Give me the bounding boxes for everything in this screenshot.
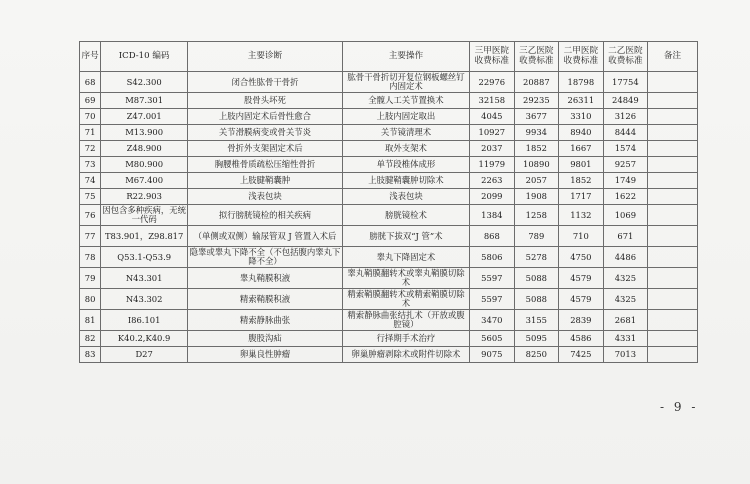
row-no: 69 <box>80 93 101 109</box>
row-note <box>648 289 698 310</box>
row-operation: 浅表包块 <box>342 189 469 205</box>
row-icd: M87.301 <box>101 93 188 109</box>
row-no: 82 <box>80 331 101 347</box>
header-fee-2a: 二甲医院收费标准 <box>559 42 604 72</box>
row-note <box>648 205 698 226</box>
row-icd: 因包含多种疾病，无统一代码 <box>102 205 187 224</box>
row-fee-2a: 1852 <box>559 173 604 189</box>
row-fee-3a: 5806 <box>470 247 515 268</box>
row-operation: 全髋人工关节置换术 <box>342 93 469 109</box>
row-no: 81 <box>80 310 101 331</box>
row-fee-2a: 9801 <box>559 157 604 173</box>
row-fee-2b: 4486 <box>603 247 648 268</box>
row-no: 80 <box>80 289 101 310</box>
row-icd: M67.400 <box>101 173 188 189</box>
header-fee-2b: 二乙医院收费标准 <box>603 42 648 72</box>
row-fee-2b: 1749 <box>603 173 648 189</box>
header-diagnosis: 主要诊断 <box>188 42 343 72</box>
page-number: - 9 - <box>660 400 699 414</box>
row-note <box>648 331 698 347</box>
row-fee-3a: 1384 <box>470 205 515 226</box>
row-fee-3b: 9934 <box>514 125 559 141</box>
row-diagnosis: 骨折外支架固定术后 <box>188 141 343 157</box>
header-no: 序号 <box>80 42 101 72</box>
row-fee-2a: 710 <box>559 226 604 247</box>
header-fee-3b: 三乙医院收费标准 <box>514 42 559 72</box>
row-note <box>648 268 698 289</box>
row-note <box>648 173 698 189</box>
row-fee-3a: 4045 <box>470 109 515 125</box>
row-fee-3b: 5088 <box>514 268 559 289</box>
row-fee-3b: 10890 <box>514 157 559 173</box>
table-row <box>80 289 698 310</box>
row-no: 71 <box>80 125 101 141</box>
row-fee-3a: 3470 <box>470 310 515 331</box>
row-fee-3a: 2037 <box>470 141 515 157</box>
row-icd: T83.901，Z98.817 <box>101 226 188 247</box>
table-row <box>80 157 698 173</box>
row-note <box>648 93 698 109</box>
row-diagnosis: 隐睾或睾丸下降不全（不包括腹内睾丸下降不全） <box>189 247 341 266</box>
row-operation: 精索静脉曲张结扎术（开放或腹腔镜） <box>342 310 469 331</box>
row-fee-2b: 17754 <box>603 72 648 93</box>
row-fee-2b: 3126 <box>603 109 648 125</box>
table-row <box>80 268 698 289</box>
row-fee-3a: 868 <box>470 226 515 247</box>
row-fee-3b: 5095 <box>514 331 559 347</box>
table-row <box>80 226 698 247</box>
row-icd: Q53.1-Q53.9 <box>101 247 188 268</box>
row-no: 68 <box>80 72 101 93</box>
row-note <box>648 310 698 331</box>
row-operation: 行择期手术治疗 <box>342 331 469 347</box>
row-diagnosis: 睾丸鞘膜积液 <box>188 268 343 289</box>
row-fee-3a: 22976 <box>470 72 515 93</box>
row-fee-3a: 32158 <box>470 93 515 109</box>
row-operation: 卵巢肿瘤剥除术或附件切除术 <box>342 347 469 363</box>
row-fee-2a: 26311 <box>559 93 604 109</box>
row-fee-3a: 5605 <box>470 331 515 347</box>
row-no: 75 <box>80 189 101 205</box>
row-fee-2b: 1069 <box>603 205 648 226</box>
row-fee-3b: 1908 <box>514 189 559 205</box>
row-icd: Z47.001 <box>101 109 188 125</box>
row-diagnosis: 闭合性肱骨干骨折 <box>188 72 343 93</box>
row-note <box>648 247 698 268</box>
row-diagnosis: （单侧或双侧）输尿管双 J 管置入术后 <box>188 226 343 247</box>
row-fee-3b: 5278 <box>514 247 559 268</box>
header-fee-3a: 三甲医院收费标准 <box>470 42 515 72</box>
row-no: 74 <box>80 173 101 189</box>
row-fee-3a: 2099 <box>470 189 515 205</box>
row-fee-3b: 3677 <box>514 109 559 125</box>
header-note: 备注 <box>648 42 698 72</box>
table-row <box>80 247 698 268</box>
table-row <box>80 189 698 205</box>
row-operation: 关节镜清理术 <box>342 125 469 141</box>
row-no: 70 <box>80 109 101 125</box>
row-fee-3a: 5597 <box>470 289 515 310</box>
row-fee-3a: 10927 <box>470 125 515 141</box>
row-diagnosis: 上肢内固定术后骨性愈合 <box>188 109 343 125</box>
row-icd: K40.2,K40.9 <box>101 331 188 347</box>
row-operation: 膀胱镜检术 <box>342 205 469 226</box>
row-fee-3a: 2263 <box>470 173 515 189</box>
row-operation: 上肢腱鞘囊肿切除术 <box>342 173 469 189</box>
row-fee-3b: 5088 <box>514 289 559 310</box>
row-fee-2a: 4586 <box>559 331 604 347</box>
row-no: 78 <box>80 247 101 268</box>
row-operation: 膀胱下拔双“J 管”术 <box>342 226 469 247</box>
row-fee-2b: 1574 <box>603 141 648 157</box>
row-fee-3b: 3155 <box>514 310 559 331</box>
row-operation: 上肢内固定取出 <box>342 109 469 125</box>
table-header-row <box>80 42 698 72</box>
row-fee-3b: 2057 <box>514 173 559 189</box>
fee-standard-table <box>79 41 698 363</box>
row-fee-3a: 11979 <box>470 157 515 173</box>
row-operation: 睾丸鞘膜翻转术或睾丸鞘膜切除术 <box>342 268 469 289</box>
header-icd: ICD-10 编码 <box>101 42 188 72</box>
row-diagnosis: 腹股沟疝 <box>188 331 343 347</box>
row-icd: I86.101 <box>101 310 188 331</box>
row-fee-2a: 7425 <box>559 347 604 363</box>
row-icd: Z48.900 <box>101 141 188 157</box>
row-fee-3b: 1852 <box>514 141 559 157</box>
row-diagnosis: 拟行膀胱镜检的相关疾病 <box>188 205 343 226</box>
row-no: 83 <box>80 347 101 363</box>
table-body <box>80 72 698 363</box>
table-row <box>80 141 698 157</box>
row-diagnosis: 精索鞘膜积液 <box>188 289 343 310</box>
row-note <box>648 189 698 205</box>
row-icd: R22.903 <box>101 189 188 205</box>
row-icd: N43.301 <box>101 268 188 289</box>
row-operation: 肱骨干骨折切开复位钢板螺丝钉内固定术 <box>342 72 469 93</box>
row-icd: M13.900 <box>101 125 188 141</box>
row-no: 72 <box>80 141 101 157</box>
row-fee-2a: 18798 <box>559 72 604 93</box>
row-fee-3a: 5597 <box>470 268 515 289</box>
row-fee-2b: 671 <box>603 226 648 247</box>
row-no: 79 <box>80 268 101 289</box>
row-fee-2b: 24849 <box>603 93 648 109</box>
row-fee-2a: 1667 <box>559 141 604 157</box>
row-fee-2a: 1132 <box>559 205 604 226</box>
row-fee-2a: 4579 <box>559 268 604 289</box>
row-operation: 精索鞘膜翻转术或精索鞘膜切除术 <box>342 289 469 310</box>
row-fee-3a: 9075 <box>470 347 515 363</box>
row-icd: M80.900 <box>101 157 188 173</box>
row-diagnosis: 胸腰椎骨质疏松压缩性骨折 <box>188 157 343 173</box>
row-fee-2a: 1717 <box>559 189 604 205</box>
row-no: 73 <box>80 157 101 173</box>
row-note <box>648 141 698 157</box>
table-row <box>80 125 698 141</box>
row-fee-3b: 20887 <box>514 72 559 93</box>
row-note <box>648 72 698 93</box>
table-row <box>80 173 698 189</box>
row-icd: S42.300 <box>101 72 188 93</box>
row-icd: D27 <box>101 347 188 363</box>
table-row <box>80 109 698 125</box>
table-row <box>80 347 698 363</box>
table-row <box>80 310 698 331</box>
row-fee-2b: 7013 <box>603 347 648 363</box>
row-fee-2b: 8444 <box>603 125 648 141</box>
row-fee-2a: 4750 <box>559 247 604 268</box>
header-operation: 主要操作 <box>342 42 469 72</box>
row-diagnosis: 卵巢良性肿瘤 <box>188 347 343 363</box>
row-fee-2a: 8940 <box>559 125 604 141</box>
row-diagnosis: 股骨头坏死 <box>188 93 343 109</box>
row-diagnosis: 关节滑膜病变或骨关节炎 <box>188 125 343 141</box>
row-diagnosis: 上肢腱鞘囊肿 <box>188 173 343 189</box>
row-operation: 睾丸下降固定术 <box>342 247 469 268</box>
row-note <box>648 157 698 173</box>
table-row <box>80 93 698 109</box>
table-row <box>80 72 698 93</box>
row-fee-2b: 9257 <box>603 157 648 173</box>
row-fee-3b: 789 <box>514 226 559 247</box>
row-note <box>648 226 698 247</box>
row-fee-2b: 4331 <box>603 331 648 347</box>
row-note <box>648 347 698 363</box>
row-fee-2a: 2839 <box>559 310 604 331</box>
table-row <box>80 331 698 347</box>
row-operation: 单节段椎体成形 <box>342 157 469 173</box>
row-fee-3b: 1258 <box>514 205 559 226</box>
row-no: 77 <box>80 226 101 247</box>
row-fee-2b: 4325 <box>603 289 648 310</box>
row-fee-2b: 2681 <box>603 310 648 331</box>
row-fee-2a: 4579 <box>559 289 604 310</box>
row-fee-2b: 4325 <box>603 268 648 289</box>
row-icd: N43.302 <box>101 289 188 310</box>
row-diagnosis: 精索静脉曲张 <box>188 310 343 331</box>
row-fee-2b: 1622 <box>603 189 648 205</box>
row-fee-2a: 3310 <box>559 109 604 125</box>
row-operation: 取外支架术 <box>342 141 469 157</box>
row-diagnosis: 浅表包块 <box>188 189 343 205</box>
row-fee-3b: 8250 <box>514 347 559 363</box>
row-note <box>648 109 698 125</box>
row-fee-3b: 29235 <box>514 93 559 109</box>
row-no: 76 <box>80 205 101 226</box>
row-note <box>648 125 698 141</box>
table-row <box>80 205 698 226</box>
